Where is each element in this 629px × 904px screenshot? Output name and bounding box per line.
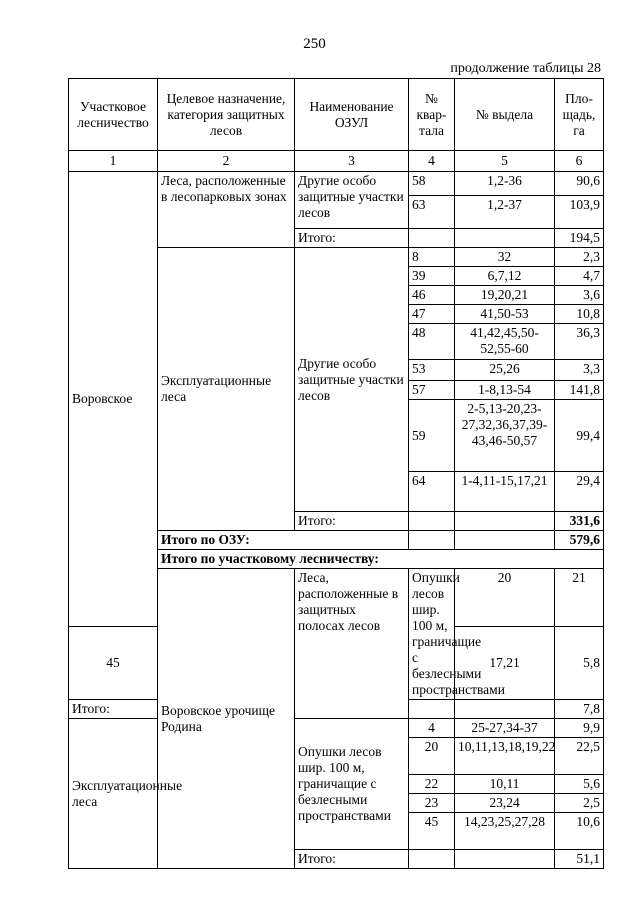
plot-cell: 41,42,45,50-52,55-60 [455, 324, 555, 360]
plot-cell: 25,26 [455, 360, 555, 381]
purpose-cell: Эксплуатационные леса [158, 248, 295, 531]
plot-cell: 23,24 [455, 794, 555, 813]
area-cell: 99,4 [555, 400, 604, 472]
ozul-cell: Опушки лесов шир. 100 м, граничащие с безлесными пространствами [295, 719, 409, 850]
header-plot: № выдела [455, 79, 555, 151]
area-cell: 2,5 [555, 794, 604, 813]
plot-cell: 2-5,13-20,23-27,32,36,37,39-43,46-50,57 [455, 400, 555, 472]
plot-cell: 1,2-37 [455, 196, 555, 229]
forestry-total-label: Итого по участковому лесничеству: [158, 550, 604, 569]
area-cell: 5,6 [555, 775, 604, 794]
purpose-cell: Леса, расположенные в защитных полосах лесов [295, 569, 409, 719]
quarter-cell: 4 [409, 719, 455, 738]
quarter-cell: 53 [409, 360, 455, 381]
quarter-cell: 46 [409, 286, 455, 305]
ozul-cell: Опушки лесов шир. 100 м, граничащие с безлесными пространствами [409, 569, 455, 700]
plot-cell: 1-4,11-15,17,21 [455, 472, 555, 512]
area-cell: 3,3 [555, 360, 604, 381]
plot-cell: 41,50-53 [455, 305, 555, 324]
subtotal-label: Итого: [295, 850, 409, 869]
ozu-total-label: Итого по ОЗУ: [158, 531, 409, 550]
quarter-cell: 58 [409, 172, 455, 196]
quarter-cell: 59 [409, 400, 455, 472]
header-row [69, 79, 604, 151]
quarter-cell: 63 [409, 196, 455, 229]
area-cell: 36,3 [555, 324, 604, 360]
area-cell: 4,7 [555, 267, 604, 286]
subtotal-label: Итого: [295, 229, 409, 248]
subtotal-value: 7,8 [555, 700, 604, 719]
subtotal-label: Итого: [69, 700, 158, 719]
quarter-cell: 45 [69, 626, 158, 699]
area-cell: 29,4 [555, 472, 604, 512]
plot-cell: 19,20,21 [455, 286, 555, 305]
column-number: 4 [409, 151, 455, 172]
subtotal-value: 194,5 [555, 229, 604, 248]
plot-cell: 25-27,34-37 [455, 719, 555, 738]
subtotal-value: 51,1 [555, 850, 604, 869]
ozu-total-value: 579,6 [555, 531, 604, 550]
purpose-cell: Эксплуатационные леса [69, 719, 158, 869]
area-cell: 9,9 [555, 719, 604, 738]
subtotal-label: Итого: [295, 512, 409, 531]
plot-cell: 10,11,13,18,19,22 [455, 738, 555, 775]
forestry-cell: Воровское урочище Родина [158, 569, 295, 869]
purpose-cell: Леса, расположенные в лесопарковых зонах [158, 172, 295, 248]
subtotal-value: 331,6 [555, 512, 604, 531]
plot-cell: 6,7,12 [455, 267, 555, 286]
column-number: 1 [69, 151, 158, 172]
plot-cell: 10,11 [455, 775, 555, 794]
area-cell: 5,8 [555, 626, 604, 699]
plot-cell: 1-8,13-54 [455, 381, 555, 400]
column-number: 2 [158, 151, 295, 172]
ozul-cell: Другие особо защитные участки лесов [295, 248, 409, 512]
area-cell: 22,5 [555, 738, 604, 775]
plot-cell: 1,2-36 [455, 172, 555, 196]
area-cell: 2,3 [555, 248, 604, 267]
plot-cell: 21 [555, 569, 604, 627]
area-cell: 141,8 [555, 381, 604, 400]
header-ozul: Наименование ОЗУЛ [295, 79, 409, 151]
header-purpose: Целевое назначение, категория защитных лесов [158, 79, 295, 151]
quarter-cell: 48 [409, 324, 455, 360]
quarter-cell: 39 [409, 267, 455, 286]
column-number: 6 [555, 151, 604, 172]
quarter-cell: 20 [455, 569, 555, 627]
forestry-cell: Воровское [69, 172, 158, 627]
plot-cell: 17,21 [455, 626, 555, 699]
area-cell: 103,9 [555, 196, 604, 229]
quarter-cell: 64 [409, 472, 455, 512]
table-continuation-caption: продолжение таблицы 28 [450, 61, 601, 76]
area-cell: 10,6 [555, 813, 604, 850]
header-quarter: № квар-тала [409, 79, 455, 151]
quarter-cell: 45 [409, 813, 455, 850]
ozul-cell: Другие особо защитные участки лесов [295, 172, 409, 229]
area-cell: 3,6 [555, 286, 604, 305]
quarter-cell: 57 [409, 381, 455, 400]
plot-cell: 14,23,25,27,28 [455, 813, 555, 850]
page-number: 250 [303, 36, 326, 52]
area-cell: 90,6 [555, 172, 604, 196]
column-number: 3 [295, 151, 409, 172]
forest-table [68, 78, 604, 869]
quarter-cell: 22 [409, 775, 455, 794]
quarter-cell: 23 [409, 794, 455, 813]
table-row [69, 719, 604, 738]
plot-cell: 32 [455, 248, 555, 267]
quarter-cell: 20 [409, 738, 455, 775]
table-row [69, 172, 604, 196]
quarter-cell: 8 [409, 248, 455, 267]
area-cell: 10,8 [555, 305, 604, 324]
header-area: Пло-щадь, га [555, 79, 604, 151]
quarter-cell: 47 [409, 305, 455, 324]
column-number-row [69, 151, 604, 172]
header-forestry: Участковое лесничество [69, 79, 158, 151]
column-number: 5 [455, 151, 555, 172]
